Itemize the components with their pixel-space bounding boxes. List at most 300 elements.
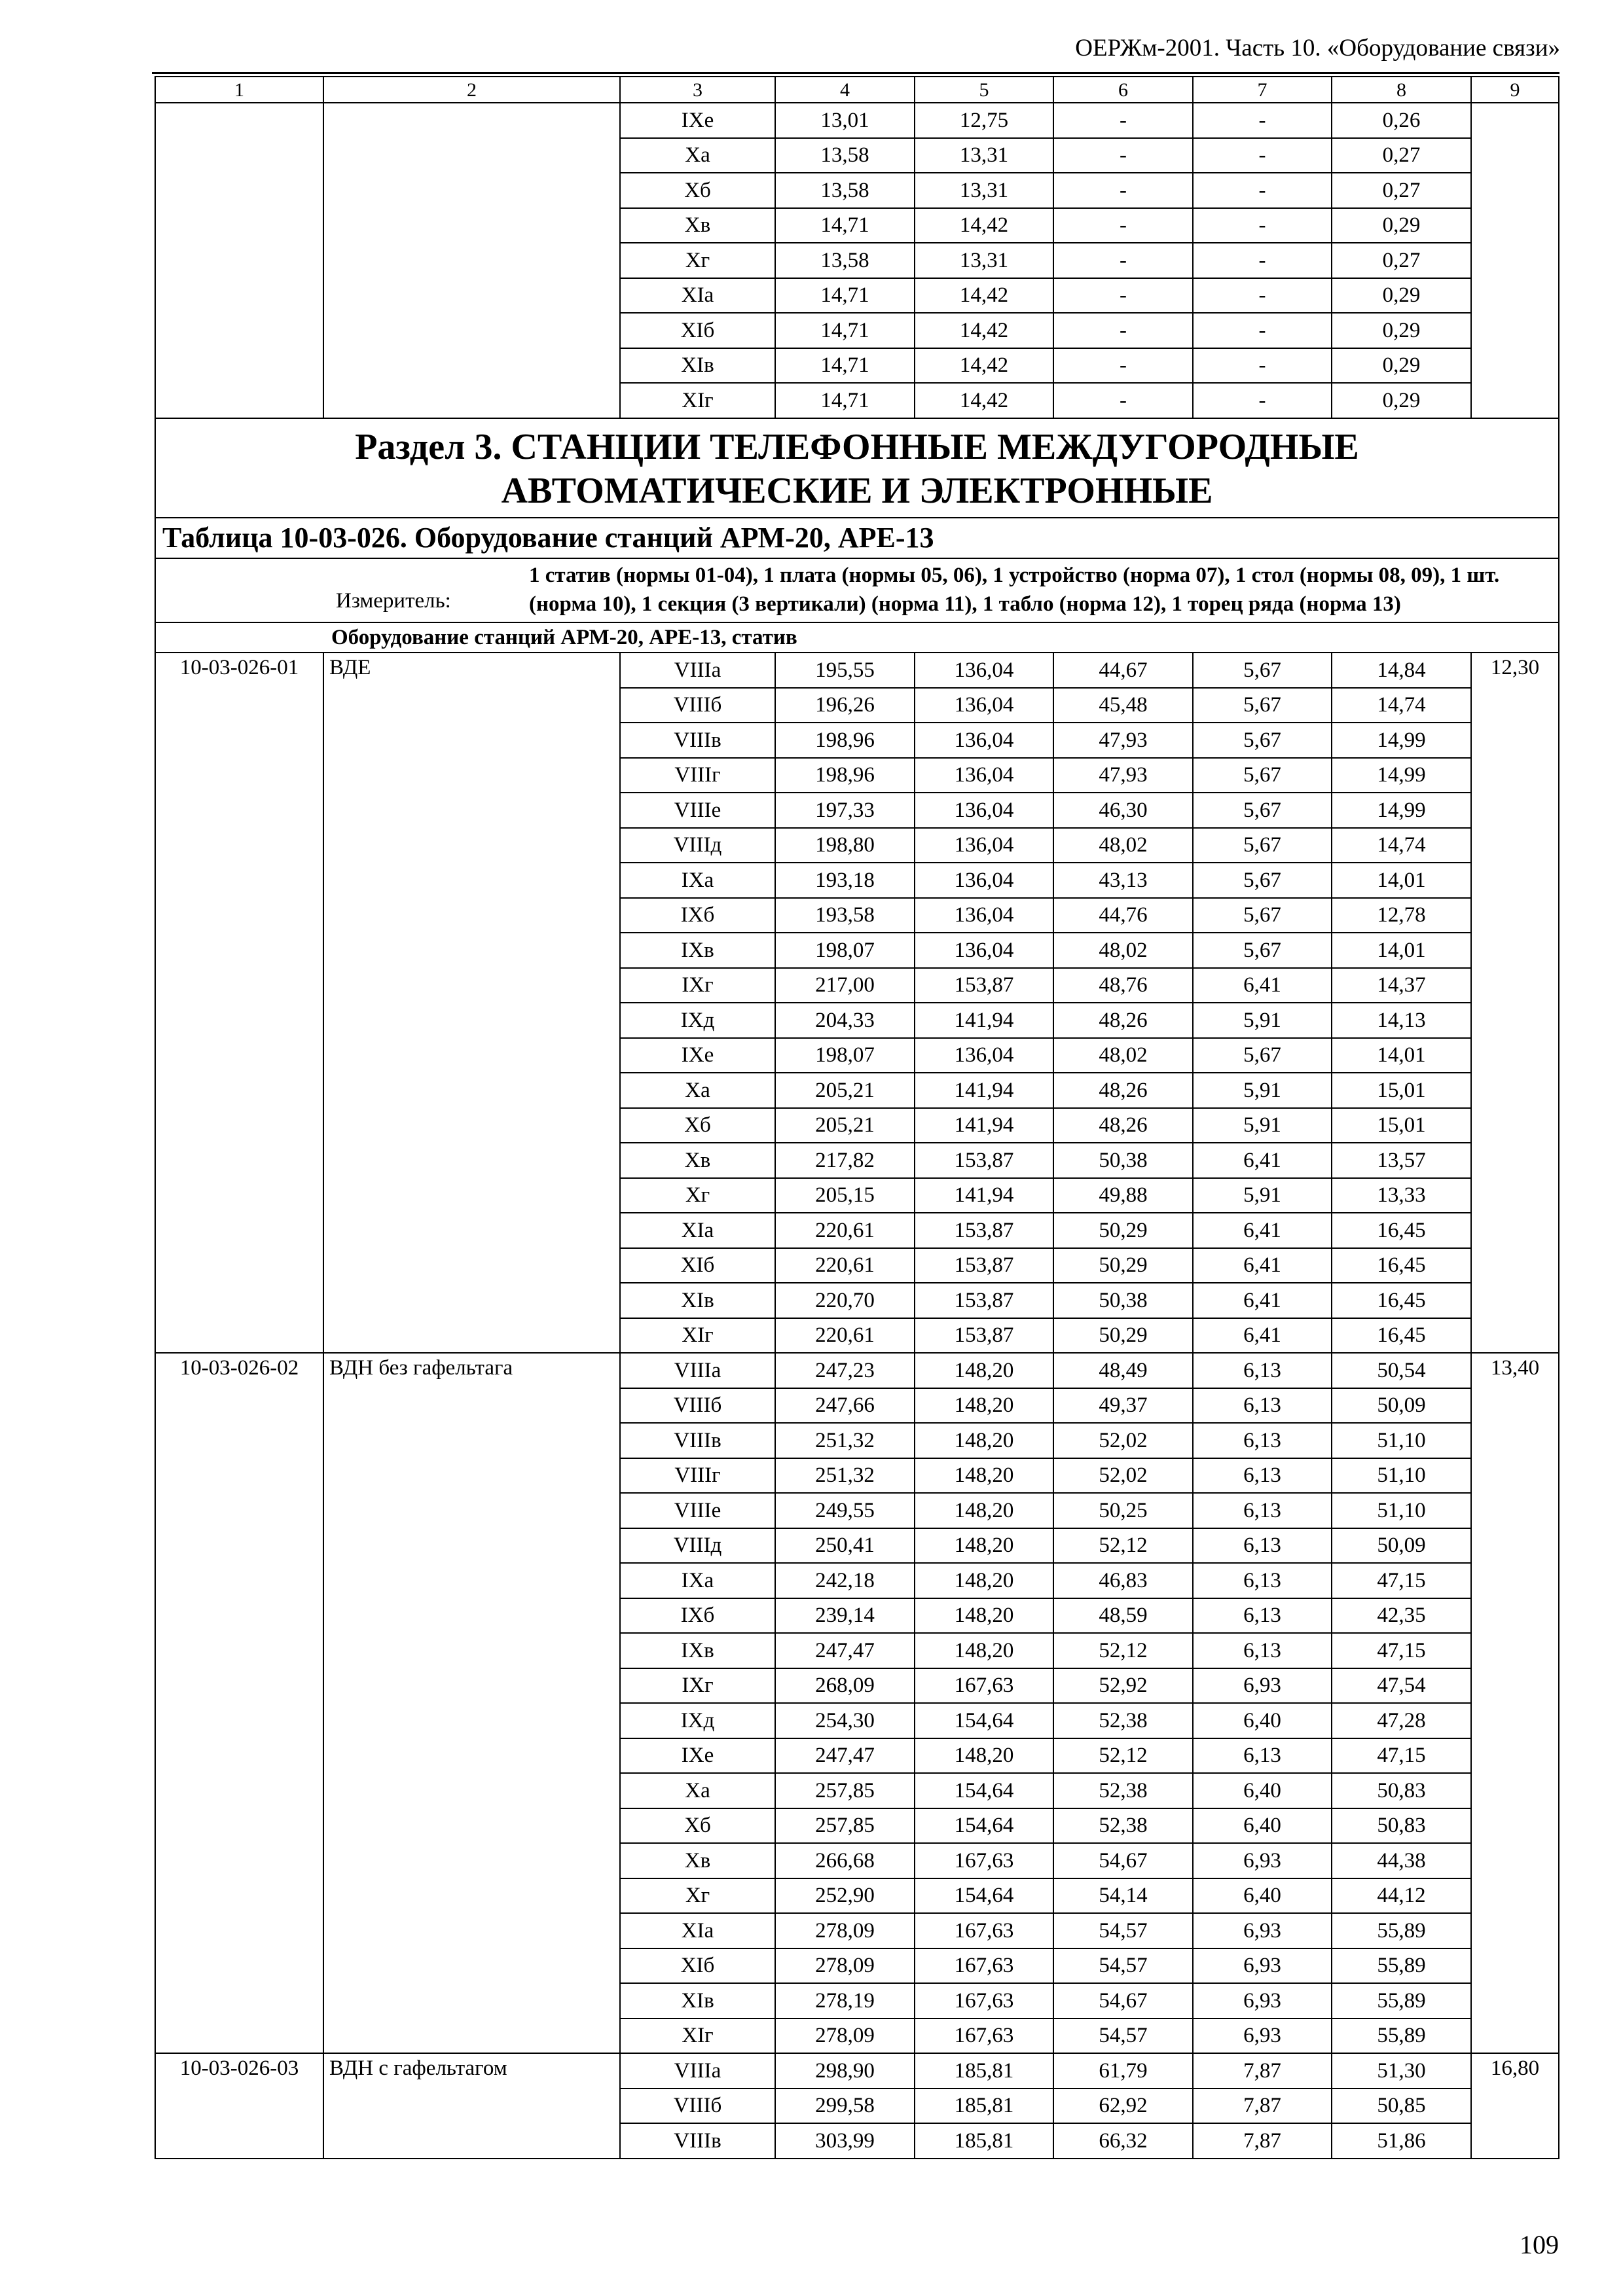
table-cell: 251,32 — [775, 1423, 915, 1458]
table-cell: 6,41 — [1193, 1143, 1332, 1178]
table-cell: 54,57 — [1053, 1948, 1193, 1984]
table-cell: 14,42 — [915, 313, 1053, 348]
table-cell: 249,55 — [775, 1493, 915, 1528]
table-cell: 6,41 — [1193, 1248, 1332, 1283]
table-cell: 48,26 — [1053, 1108, 1193, 1143]
table-cell: 48,02 — [1053, 1038, 1193, 1073]
table-cell: 278,19 — [775, 1983, 915, 2018]
table-cell: 47,93 — [1053, 758, 1193, 793]
table-cell: 148,20 — [915, 1423, 1053, 1458]
table-cell: 13,57 — [1332, 1143, 1471, 1178]
table-cell: 298,90 — [775, 2053, 915, 2089]
table-cell: 6,13 — [1193, 1528, 1332, 1564]
table-cell: 52,02 — [1053, 1423, 1193, 1458]
table-cell: 6,40 — [1193, 1878, 1332, 1914]
table-cell: 5,91 — [1193, 1178, 1332, 1213]
table-cell: 252,90 — [775, 1878, 915, 1914]
table-cell: 14,99 — [1332, 793, 1471, 828]
table-cell: 303,99 — [775, 2123, 915, 2159]
table-cell: IXд — [620, 1703, 775, 1738]
table-cell: IXв — [620, 1633, 775, 1668]
table-cell: 50,38 — [1053, 1143, 1193, 1178]
norm-col9: 13,40 — [1471, 1353, 1559, 2053]
table-cell: 14,42 — [915, 348, 1053, 384]
table-cell: 6,13 — [1193, 1458, 1332, 1494]
table-cell: - — [1193, 243, 1332, 278]
table-cell: 14,42 — [915, 208, 1053, 243]
table-cell: 13,31 — [915, 243, 1053, 278]
table-cell: 0,29 — [1332, 313, 1471, 348]
table-cell: Xа — [620, 1073, 775, 1108]
table-cell: - — [1053, 208, 1193, 243]
column-number: 6 — [1053, 77, 1193, 103]
table-cell: 48,02 — [1053, 828, 1193, 863]
norm-code: 10-03-026-01 — [155, 653, 323, 1353]
table-cell: 54,67 — [1053, 1983, 1193, 2018]
table-cell: 193,58 — [775, 898, 915, 933]
table-cell: - — [1193, 383, 1332, 418]
table-cell: 136,04 — [915, 688, 1053, 723]
table-cell: XIв — [620, 1983, 775, 2018]
table-cell: 5,67 — [1193, 933, 1332, 968]
table-cell: 50,83 — [1332, 1808, 1471, 1844]
table-cell: 55,89 — [1332, 1948, 1471, 1984]
table-cell: 6,13 — [1193, 1563, 1332, 1598]
table-cell: 185,81 — [915, 2123, 1053, 2159]
column-number: 3 — [620, 77, 775, 103]
table-row — [155, 2053, 1559, 2089]
table-cell: 14,71 — [775, 313, 915, 348]
norm-col9: 12,30 — [1471, 653, 1559, 1353]
column-number: 5 — [915, 77, 1053, 103]
table-cell: 44,38 — [1332, 1843, 1471, 1878]
empty-name-cell — [323, 103, 620, 418]
table-cell: 257,85 — [775, 1773, 915, 1808]
table-cell: 0,27 — [1332, 243, 1471, 278]
table-cell: 5,67 — [1193, 898, 1332, 933]
table-cell: 136,04 — [915, 898, 1053, 933]
column-number: 4 — [775, 77, 915, 103]
table-cell: 153,87 — [915, 1213, 1053, 1248]
table-cell: 136,04 — [915, 828, 1053, 863]
table-cell: 14,71 — [775, 348, 915, 384]
norm-name: ВДН без гафельтага — [323, 1353, 620, 2053]
table-cell: 185,81 — [915, 2089, 1053, 2124]
table-cell: XIб — [620, 313, 775, 348]
table-cell: 6,41 — [1193, 1213, 1332, 1248]
table-cell: 148,20 — [915, 1493, 1053, 1528]
table-cell: 6,93 — [1193, 2018, 1332, 2054]
table-cell: 14,01 — [1332, 863, 1471, 898]
table-cell: - — [1053, 383, 1193, 418]
table-cell: VIIIв — [620, 1423, 775, 1458]
table-cell: 6,40 — [1193, 1808, 1332, 1844]
table-cell: IXг — [620, 968, 775, 1003]
table-cell: 6,40 — [1193, 1703, 1332, 1738]
table-cell: 13,58 — [775, 138, 915, 173]
table-cell: XIа — [620, 278, 775, 314]
table-cell: 5,67 — [1193, 828, 1332, 863]
table-cell: 250,41 — [775, 1528, 915, 1564]
table-cell: 7,87 — [1193, 2053, 1332, 2089]
table-cell: 198,80 — [775, 828, 915, 863]
table-cell: XIв — [620, 1283, 775, 1318]
table-cell: - — [1193, 348, 1332, 384]
table-cell: 6,93 — [1193, 1668, 1332, 1704]
table-cell: 196,26 — [775, 688, 915, 723]
table-cell: 197,33 — [775, 793, 915, 828]
table-cell: 185,81 — [915, 2053, 1053, 2089]
table-cell: 50,09 — [1332, 1388, 1471, 1424]
table-cell: Xв — [620, 1843, 775, 1878]
table-cell: XIв — [620, 348, 775, 384]
table-cell: 54,57 — [1053, 2018, 1193, 2054]
table-cell: 16,45 — [1332, 1318, 1471, 1354]
table-cell: - — [1193, 278, 1332, 314]
table-cell: 6,13 — [1193, 1423, 1332, 1458]
table-cell: 47,54 — [1332, 1668, 1471, 1704]
table-cell: 50,29 — [1053, 1318, 1193, 1354]
table-cell: 0,27 — [1332, 138, 1471, 173]
table-cell: 268,09 — [775, 1668, 915, 1704]
section-title-line: АВТОМАТИЧЕСКИЕ И ЭЛЕКТРОННЫЕ — [501, 470, 1213, 511]
table-cell: 14,42 — [915, 278, 1053, 314]
norm-name: ВДН с гафельтагом — [323, 2053, 620, 2159]
table-cell: XIб — [620, 1948, 775, 1984]
table-cell: 141,94 — [915, 1108, 1053, 1143]
table-cell: 48,02 — [1053, 933, 1193, 968]
table-cell: 48,59 — [1053, 1598, 1193, 1634]
table-cell: 153,87 — [915, 968, 1053, 1003]
table-cell: 5,67 — [1193, 723, 1332, 758]
table-cell: 14,37 — [1332, 968, 1471, 1003]
table-cell: 55,89 — [1332, 2018, 1471, 2054]
table-cell: XIб — [620, 1248, 775, 1283]
table-cell: - — [1053, 313, 1193, 348]
table-cell: 50,83 — [1332, 1773, 1471, 1808]
norm-code: 10-03-026-02 — [155, 1353, 323, 2053]
table-cell: IXа — [620, 1563, 775, 1598]
table-cell: 46,30 — [1053, 793, 1193, 828]
table-cell: 141,94 — [915, 1073, 1053, 1108]
table-cell: 13,58 — [775, 173, 915, 208]
table-cell: XIа — [620, 1213, 775, 1248]
table-cell: 257,85 — [775, 1808, 915, 1844]
table-cell: 6,93 — [1193, 1948, 1332, 1984]
table-cell: 13,58 — [775, 243, 915, 278]
table-cell: 5,91 — [1193, 1073, 1332, 1108]
page-number: 109 — [1520, 2230, 1559, 2259]
table-cell: VIIIа — [620, 653, 775, 688]
table-cell: 198,07 — [775, 933, 915, 968]
table-cell: 6,13 — [1193, 1598, 1332, 1634]
table-cell: 15,01 — [1332, 1073, 1471, 1108]
column-number: 2 — [323, 77, 620, 103]
table-cell: 47,15 — [1332, 1738, 1471, 1774]
table-cell: 167,63 — [915, 1843, 1053, 1878]
table-cell: 193,18 — [775, 863, 915, 898]
table-cell: 167,63 — [915, 1948, 1053, 1984]
table-cell: 14,74 — [1332, 828, 1471, 863]
table-cell: 45,48 — [1053, 688, 1193, 723]
table-cell: 48,49 — [1053, 1353, 1193, 1388]
table-row — [155, 1353, 1559, 1388]
table-cell: 12,75 — [915, 103, 1053, 138]
column-number: 9 — [1471, 77, 1559, 103]
table-cell: 14,74 — [1332, 688, 1471, 723]
table-cell: 148,20 — [915, 1458, 1053, 1494]
table-cell: 205,15 — [775, 1178, 915, 1213]
table-cell: 6,93 — [1193, 1983, 1332, 2018]
column-number: 8 — [1332, 77, 1471, 103]
header-rule — [152, 72, 1559, 74]
table-cell: 220,61 — [775, 1318, 915, 1354]
table-cell: 13,01 — [775, 103, 915, 138]
table-cell: 167,63 — [915, 1913, 1053, 1948]
table-cell: 5,67 — [1193, 1038, 1332, 1073]
table-cell: 136,04 — [915, 758, 1053, 793]
table-cell: 254,30 — [775, 1703, 915, 1738]
table-cell: 220,61 — [775, 1213, 915, 1248]
table-cell: 205,21 — [775, 1108, 915, 1143]
table-cell: 6,93 — [1193, 1843, 1332, 1878]
table-cell: 5,67 — [1193, 863, 1332, 898]
measure-wrap — [156, 562, 1558, 619]
section-title — [155, 418, 1559, 518]
table-cell: 136,04 — [915, 653, 1053, 688]
table-cell: 220,70 — [775, 1283, 915, 1318]
table-cell: 0,29 — [1332, 208, 1471, 243]
table-cell: 14,13 — [1332, 1003, 1471, 1038]
table-cell: 14,99 — [1332, 723, 1471, 758]
table-cell: 54,14 — [1053, 1878, 1193, 1914]
table-cell: 14,01 — [1332, 933, 1471, 968]
table-cell: 51,30 — [1332, 2053, 1471, 2089]
measure-text: 1 статив (нормы 01-04), 1 плата (нормы 05, 06), 1 устройство (норма 07), 1 стол (нормы 08, 09), 1 шт. (норма 10), 1 секция (3 вертикали) (норма 11), 1 табло (норма 12), 1 торец ряда (норма 13) — [529, 564, 1500, 617]
table-cell: 14,71 — [775, 278, 915, 314]
table-cell: 66,32 — [1053, 2123, 1193, 2159]
table-cell: Xа — [620, 138, 775, 173]
table-cell: 50,25 — [1053, 1493, 1193, 1528]
table-cell: 7,87 — [1193, 2089, 1332, 2124]
table-cell: 204,33 — [775, 1003, 915, 1038]
table-cell: IXб — [620, 898, 775, 933]
table-cell: 153,87 — [915, 1283, 1053, 1318]
table-cell: Xв — [620, 208, 775, 243]
table-cell: VIIIе — [620, 1493, 775, 1528]
table-title-row — [155, 518, 1559, 558]
table-cell: VIIIв — [620, 2123, 775, 2159]
table-cell: - — [1193, 313, 1332, 348]
table-cell: 136,04 — [915, 863, 1053, 898]
table-cell: 47,93 — [1053, 723, 1193, 758]
table-cell: 0,27 — [1332, 173, 1471, 208]
table-cell: 278,09 — [775, 2018, 915, 2054]
table-cell: 48,26 — [1053, 1003, 1193, 1038]
table-cell: 51,10 — [1332, 1493, 1471, 1528]
table-cell: 54,57 — [1053, 1913, 1193, 1948]
table-cell: 48,76 — [1053, 968, 1193, 1003]
table-cell: XIг — [620, 383, 775, 418]
table-cell: 0,29 — [1332, 348, 1471, 384]
table-cell: 195,55 — [775, 653, 915, 688]
table-cell: 47,28 — [1332, 1703, 1471, 1738]
table-cell: - — [1053, 173, 1193, 208]
table-cell: 6,40 — [1193, 1773, 1332, 1808]
table-cell: 5,67 — [1193, 758, 1332, 793]
table-cell: VIIIа — [620, 2053, 775, 2089]
table-cell: IXв — [620, 933, 775, 968]
table-cell: - — [1193, 208, 1332, 243]
section-row — [155, 418, 1559, 518]
table-cell: Xа — [620, 1773, 775, 1808]
table-cell: Xб — [620, 1808, 775, 1844]
table-cell: 148,20 — [915, 1598, 1053, 1634]
table-cell: 14,42 — [915, 383, 1053, 418]
table-cell: 154,64 — [915, 1703, 1053, 1738]
table-cell: 46,83 — [1053, 1563, 1193, 1598]
table-cell: 50,38 — [1053, 1283, 1193, 1318]
table-cell: 47,15 — [1332, 1563, 1471, 1598]
table-cell: 51,10 — [1332, 1423, 1471, 1458]
table-cell: 16,45 — [1332, 1248, 1471, 1283]
table-cell: 153,87 — [915, 1143, 1053, 1178]
table-cell: VIIIб — [620, 688, 775, 723]
table-cell: 242,18 — [775, 1563, 915, 1598]
table-cell: 14,84 — [1332, 653, 1471, 688]
table-cell: 141,94 — [915, 1003, 1053, 1038]
table-cell: 278,09 — [775, 1948, 915, 1984]
table-cell: XIа — [620, 1913, 775, 1948]
table-cell: 247,23 — [775, 1353, 915, 1388]
table-cell: 12,78 — [1332, 898, 1471, 933]
table-cell: Xв — [620, 1143, 775, 1178]
table-cell: 44,12 — [1332, 1878, 1471, 1914]
table-cell: 6,41 — [1193, 1318, 1332, 1354]
table-cell: 6,13 — [1193, 1388, 1332, 1424]
table-cell: 141,94 — [915, 1178, 1053, 1213]
table-cell: 247,47 — [775, 1633, 915, 1668]
table-cell: 153,87 — [915, 1248, 1053, 1283]
subheading-row — [155, 622, 1559, 653]
table-cell: - — [1193, 173, 1332, 208]
table-cell: 217,00 — [775, 968, 915, 1003]
table-cell: 148,20 — [915, 1388, 1053, 1424]
table-cell: Xг — [620, 1178, 775, 1213]
table-cell: 44,67 — [1053, 653, 1193, 688]
table-cell: VIIIб — [620, 1388, 775, 1424]
table-cell: VIIIа — [620, 1353, 775, 1388]
table-cell: - — [1053, 348, 1193, 384]
table-cell: Xг — [620, 1878, 775, 1914]
table-cell: 154,64 — [915, 1808, 1053, 1844]
table-cell: 247,47 — [775, 1738, 915, 1774]
table-row — [155, 103, 1559, 138]
table-cell: IXе — [620, 1038, 775, 1073]
table-title: Таблица 10-03-026. Оборудование станций АРМ-20, АРЕ-13 — [155, 518, 1559, 558]
table-cell: 52,12 — [1053, 1633, 1193, 1668]
table-cell: IXа — [620, 863, 775, 898]
table-cell: 16,45 — [1332, 1283, 1471, 1318]
table-cell: VIIIе — [620, 793, 775, 828]
table-cell: 42,35 — [1332, 1598, 1471, 1634]
table-cell: 148,20 — [915, 1353, 1053, 1388]
table-cell: 148,20 — [915, 1563, 1053, 1598]
section-title-line: Раздел 3. СТАНЦИИ ТЕЛЕФОННЫЕ МЕЖДУГОРОДНЫЕ — [355, 426, 1359, 467]
norm-code: 10-03-026-03 — [155, 2053, 323, 2159]
table-body — [155, 77, 1559, 2159]
table-cell: XIг — [620, 1318, 775, 1354]
table-cell: 154,64 — [915, 1878, 1053, 1914]
table-cell: 6,13 — [1193, 1353, 1332, 1388]
table-cell: 220,61 — [775, 1248, 915, 1283]
table-cell: 15,01 — [1332, 1108, 1471, 1143]
table-cell: 5,91 — [1193, 1003, 1332, 1038]
table-cell: 5,67 — [1193, 793, 1332, 828]
empty-code-cell — [155, 103, 323, 418]
column-number-row — [155, 77, 1559, 103]
table-cell: 14,71 — [775, 383, 915, 418]
measure-cell — [155, 558, 1559, 622]
table-cell: 205,21 — [775, 1073, 915, 1108]
table-cell: 52,38 — [1053, 1703, 1193, 1738]
table-cell: Xб — [620, 173, 775, 208]
norm-col9: 16,80 — [1471, 2053, 1559, 2159]
table-cell: 49,37 — [1053, 1388, 1193, 1424]
table-cell: 49,88 — [1053, 1178, 1193, 1213]
table-cell: 251,32 — [775, 1458, 915, 1494]
norm-name: ВДЕ — [323, 653, 620, 1353]
table-cell: VIIIг — [620, 1458, 775, 1494]
column-number: 7 — [1193, 77, 1332, 103]
table-cell: Xб — [620, 1108, 775, 1143]
table-cell: 299,58 — [775, 2089, 915, 2124]
table-cell: 52,92 — [1053, 1668, 1193, 1704]
table-cell: 5,67 — [1193, 653, 1332, 688]
table-cell: 62,92 — [1053, 2089, 1193, 2124]
table-cell: - — [1053, 278, 1193, 314]
table-cell: Xг — [620, 243, 775, 278]
table-cell: 50,85 — [1332, 2089, 1471, 2124]
table-cell: 55,89 — [1332, 1913, 1471, 1948]
table-cell: 52,12 — [1053, 1528, 1193, 1564]
table-cell: IXд — [620, 1003, 775, 1038]
table-cell: 6,41 — [1193, 968, 1332, 1003]
table-cell: 44,76 — [1053, 898, 1193, 933]
table-cell: VIIIд — [620, 1528, 775, 1564]
table-cell: 153,87 — [915, 1318, 1053, 1354]
table-cell: - — [1193, 103, 1332, 138]
table-cell: 50,54 — [1332, 1353, 1471, 1388]
table-cell: XIг — [620, 2018, 775, 2054]
table-cell: 14,01 — [1332, 1038, 1471, 1073]
table-cell: 6,13 — [1193, 1493, 1332, 1528]
table-cell: 51,86 — [1332, 2123, 1471, 2159]
table-cell: 136,04 — [915, 1038, 1053, 1073]
table-cell: 52,38 — [1053, 1808, 1193, 1844]
table-cell: 52,38 — [1053, 1773, 1193, 1808]
table-cell: 54,67 — [1053, 1843, 1193, 1878]
table-cell: 239,14 — [775, 1598, 915, 1634]
table-cell: VIIIв — [620, 723, 775, 758]
table-cell: 50,29 — [1053, 1248, 1193, 1283]
table-cell: 136,04 — [915, 723, 1053, 758]
table-cell: 136,04 — [915, 793, 1053, 828]
table-cell: 50,09 — [1332, 1528, 1471, 1564]
subheading: Оборудование станций АРМ-20, АРЕ-13, статив — [155, 622, 1559, 653]
table-cell: 6,13 — [1193, 1633, 1332, 1668]
table-cell: 154,64 — [915, 1773, 1053, 1808]
